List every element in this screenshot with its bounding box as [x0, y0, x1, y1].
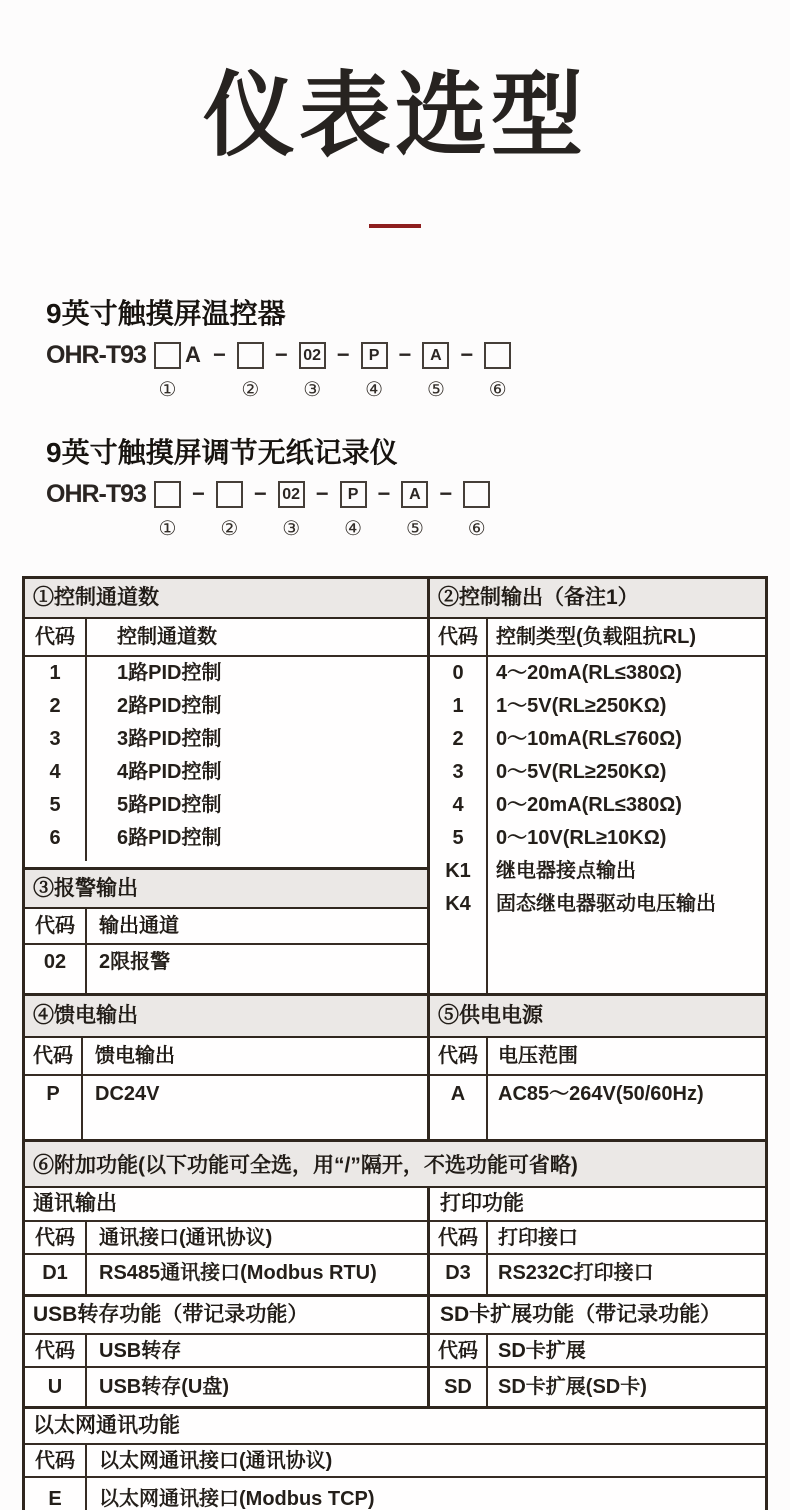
col-header-value: 电压范围 — [488, 1038, 765, 1076]
model1-code-row — [46, 340, 790, 401]
section4-title: ④馈电输出 — [25, 996, 427, 1038]
page-title: 仪表选型 — [202, 65, 587, 167]
model2-box6-unit — [463, 479, 490, 540]
col-header-value: USB转存 — [87, 1335, 427, 1368]
circled-1: ① — [158, 379, 177, 401]
model2-box4-unit — [340, 479, 367, 540]
code-box-3: 02 — [299, 342, 326, 369]
value-cell: 6路PID控制 — [117, 827, 222, 849]
separator-unit — [326, 340, 361, 401]
col-header-value: 打印接口 — [488, 1222, 765, 1255]
code-cell: 5 — [49, 794, 61, 816]
code-cell: 1 — [452, 695, 464, 717]
separator-unit — [388, 340, 423, 401]
code-cell: 3 — [49, 728, 61, 750]
value-cell: 1路PID控制 — [117, 662, 222, 684]
sub-row-comm-print — [25, 1188, 765, 1294]
model1-box6-unit — [484, 340, 511, 401]
section3-title: ③报警输出 — [25, 867, 427, 909]
model1-heading: 9英寸触摸屏温控器 — [46, 298, 286, 329]
model2-prefix-unit — [46, 479, 154, 540]
circled-4: ④ — [344, 518, 363, 540]
col-header-value: 馈电输出 — [83, 1038, 427, 1076]
sub-row-usb-sd — [25, 1294, 765, 1406]
value-cell: 0～10mA(RL≤760Ω) — [496, 728, 682, 750]
code-box-2 — [216, 481, 243, 508]
code-cell: 2 — [452, 728, 464, 750]
col-header-code: 代码 — [25, 1222, 85, 1255]
value-cell: DC24V — [95, 1083, 160, 1105]
col-header-code: 代码 — [430, 1222, 486, 1255]
section1-title: ①控制通道数 — [25, 579, 427, 619]
model2-prefix: OHR-T93 — [46, 479, 146, 508]
model1-prefix: OHR-T93 — [46, 340, 146, 369]
model2-heading: 9英寸触摸屏调节无纸记录仪 — [46, 437, 398, 468]
section-1-3 — [25, 579, 430, 993]
title-underline — [369, 224, 421, 228]
code-cell: P — [46, 1083, 60, 1105]
value-cell: 固态继电器驱动电压输出 — [496, 893, 716, 915]
code-box-5: A — [401, 481, 428, 508]
model2-code-row — [46, 479, 790, 540]
model1-box1-unit — [154, 340, 201, 401]
sub-usb — [25, 1297, 430, 1406]
code-cell: D3 — [445, 1262, 471, 1284]
value-cell: RS485通讯接口(Modbus RTU) — [99, 1262, 377, 1284]
separator-unit — [449, 340, 484, 401]
code-box-2 — [237, 342, 264, 369]
table-block-b — [25, 993, 765, 1139]
section2-grid — [430, 619, 765, 993]
model1-fixed-letter: A — [184, 342, 201, 367]
sub-sd — [430, 1297, 765, 1406]
sub-sd-title: SD卡扩展功能（带记录功能） — [430, 1297, 765, 1335]
table-block-c — [25, 1139, 765, 1510]
col-header-code: 代码 — [25, 909, 85, 945]
dash: − — [398, 342, 412, 367]
section6-title: ⑥附加功能(以下功能可全选，用“/”隔开，不选功能可省略) — [25, 1142, 765, 1188]
code-box-6 — [484, 342, 511, 369]
circled-4: ④ — [365, 379, 384, 401]
circled-3: ③ — [282, 518, 301, 540]
model1-box2-unit — [237, 340, 264, 401]
dash: − — [377, 481, 391, 506]
separator-unit — [181, 479, 216, 540]
code-box-1 — [154, 342, 181, 369]
value-cell: 2路PID控制 — [117, 695, 222, 717]
code-cell: A — [450, 1083, 466, 1105]
circled-6: ⑥ — [488, 379, 507, 401]
col-header-value: SD卡扩展 — [488, 1335, 765, 1368]
model2-box2-unit — [216, 479, 243, 540]
sub-row-ethernet — [25, 1406, 765, 1510]
dash: − — [274, 342, 288, 367]
model1-box5-unit — [422, 340, 449, 401]
circled-5: ⑤ — [405, 518, 424, 540]
circled-1: ① — [158, 518, 177, 540]
col-header-code: 代码 — [430, 1038, 486, 1076]
section1-grid — [25, 619, 427, 861]
code-cell: 4 — [49, 761, 61, 783]
code-cell: 1 — [49, 662, 61, 684]
col-header-value: 控制类型(负载阻抗RL) — [488, 619, 765, 657]
code-cell: K4 — [445, 893, 471, 915]
value-cell: 0～5V(RL≥250KΩ) — [496, 761, 667, 783]
table-block-a — [25, 579, 765, 993]
model2-box3-unit — [278, 479, 305, 540]
sub-comm-title: 通讯输出 — [25, 1188, 427, 1222]
col-header-value: 通讯接口(通讯协议) — [87, 1222, 427, 1255]
value-cell: 4～20mA(RL≤380Ω) — [496, 662, 682, 684]
model1-box3-unit — [299, 340, 326, 401]
sub-usb-title: USB转存功能（带记录功能） — [25, 1297, 427, 1335]
section5-title: ⑤供电电源 — [430, 996, 765, 1038]
value-cell: 3路PID控制 — [117, 728, 222, 750]
code-cell: 5 — [452, 827, 464, 849]
value-cell: 1～5V(RL≥250KΩ) — [496, 695, 667, 717]
col-header-code: 代码 — [430, 619, 486, 657]
circled-2: ② — [241, 379, 260, 401]
value-cell: USB转存(U盘) — [99, 1376, 229, 1398]
code-cell: K1 — [445, 860, 471, 882]
sub-print-title: 打印功能 — [430, 1188, 765, 1222]
code-box-5: A — [422, 342, 449, 369]
code-cell: 0 — [452, 662, 464, 684]
separator-unit — [367, 479, 402, 540]
section4-grid — [25, 1038, 427, 1139]
col-header-value: 控制通道数 — [87, 619, 427, 657]
value-cell: 4路PID控制 — [117, 761, 222, 783]
col-header-code: 代码 — [25, 1038, 81, 1076]
col-header-code: 代码 — [25, 1335, 85, 1368]
separator-unit — [243, 479, 278, 540]
col-header-code: 代码 — [25, 1445, 85, 1478]
sub-comm — [25, 1188, 430, 1294]
code-cell: 4 — [452, 794, 464, 816]
separator-unit — [305, 479, 340, 540]
value-cell: 0～10V(RL≥10KΩ) — [496, 827, 667, 849]
code-box-6 — [463, 481, 490, 508]
section-5 — [430, 996, 765, 1139]
code-cell: U — [47, 1376, 63, 1398]
col-header-value: 以太网通讯接口(通讯协议) — [87, 1445, 765, 1478]
sub-usb-grid — [25, 1335, 427, 1406]
value-cell: 以太网通讯接口(Modbus TCP) — [99, 1488, 375, 1510]
col-header-code: 代码 — [430, 1335, 486, 1368]
sub-comm-grid — [25, 1222, 427, 1294]
separator-unit — [264, 340, 299, 401]
model2-box5-unit — [401, 479, 428, 540]
value-cell: RS232C打印接口 — [498, 1262, 654, 1284]
value-cell: 继电器接点输出 — [496, 860, 636, 882]
circled-5: ⑤ — [426, 379, 445, 401]
selection-table — [22, 576, 768, 1510]
sub-eth-title: 以太网通讯功能 — [25, 1409, 765, 1445]
dash: − — [336, 342, 350, 367]
code-cell: 3 — [452, 761, 464, 783]
dash: − — [212, 342, 226, 367]
value-cell: SD卡扩展(SD卡) — [498, 1376, 647, 1398]
code-cell: E — [48, 1488, 62, 1510]
sub-print — [430, 1188, 765, 1294]
sub-print-grid — [430, 1222, 765, 1294]
section-4 — [25, 996, 430, 1139]
sub-eth-grid — [25, 1445, 765, 1510]
model1-box4-unit — [361, 340, 388, 401]
code-box-3: 02 — [278, 481, 305, 508]
section5-grid — [430, 1038, 765, 1139]
value-cell: 0～20mA(RL≤380Ω) — [496, 794, 682, 816]
separator-unit — [428, 479, 463, 540]
model2-box1-unit — [154, 479, 181, 540]
dash: − — [460, 342, 474, 367]
code-cell: 6 — [49, 827, 61, 849]
circled-3: ③ — [303, 379, 322, 401]
value-cell: AC85～264V(50/60Hz) — [498, 1083, 704, 1105]
model1-prefix-unit — [46, 340, 154, 401]
dash: − — [315, 481, 329, 506]
col-header-code: 代码 — [25, 619, 85, 657]
section2-title: ②控制输出（备注1） — [430, 579, 765, 619]
value-cell: 5路PID控制 — [117, 794, 222, 816]
code-cell: 2 — [49, 695, 61, 717]
section3-grid — [25, 909, 427, 993]
code-box-4: P — [361, 342, 388, 369]
sub-sd-grid — [430, 1335, 765, 1406]
dash: − — [253, 481, 267, 506]
circled-6: ⑥ — [467, 518, 486, 540]
value-cell: 2限报警 — [99, 951, 171, 973]
dash: − — [439, 481, 453, 506]
dash: − — [191, 481, 205, 506]
col-header-value: 输出通道 — [87, 909, 427, 945]
circled-2: ② — [220, 518, 239, 540]
code-cell: 02 — [43, 951, 67, 973]
code-box-1 — [154, 481, 181, 508]
code-cell: SD — [444, 1376, 472, 1398]
code-box-4: P — [340, 481, 367, 508]
section-2 — [430, 579, 765, 993]
code-cell: D1 — [42, 1262, 68, 1284]
model-selection-diagrams — [46, 292, 790, 540]
